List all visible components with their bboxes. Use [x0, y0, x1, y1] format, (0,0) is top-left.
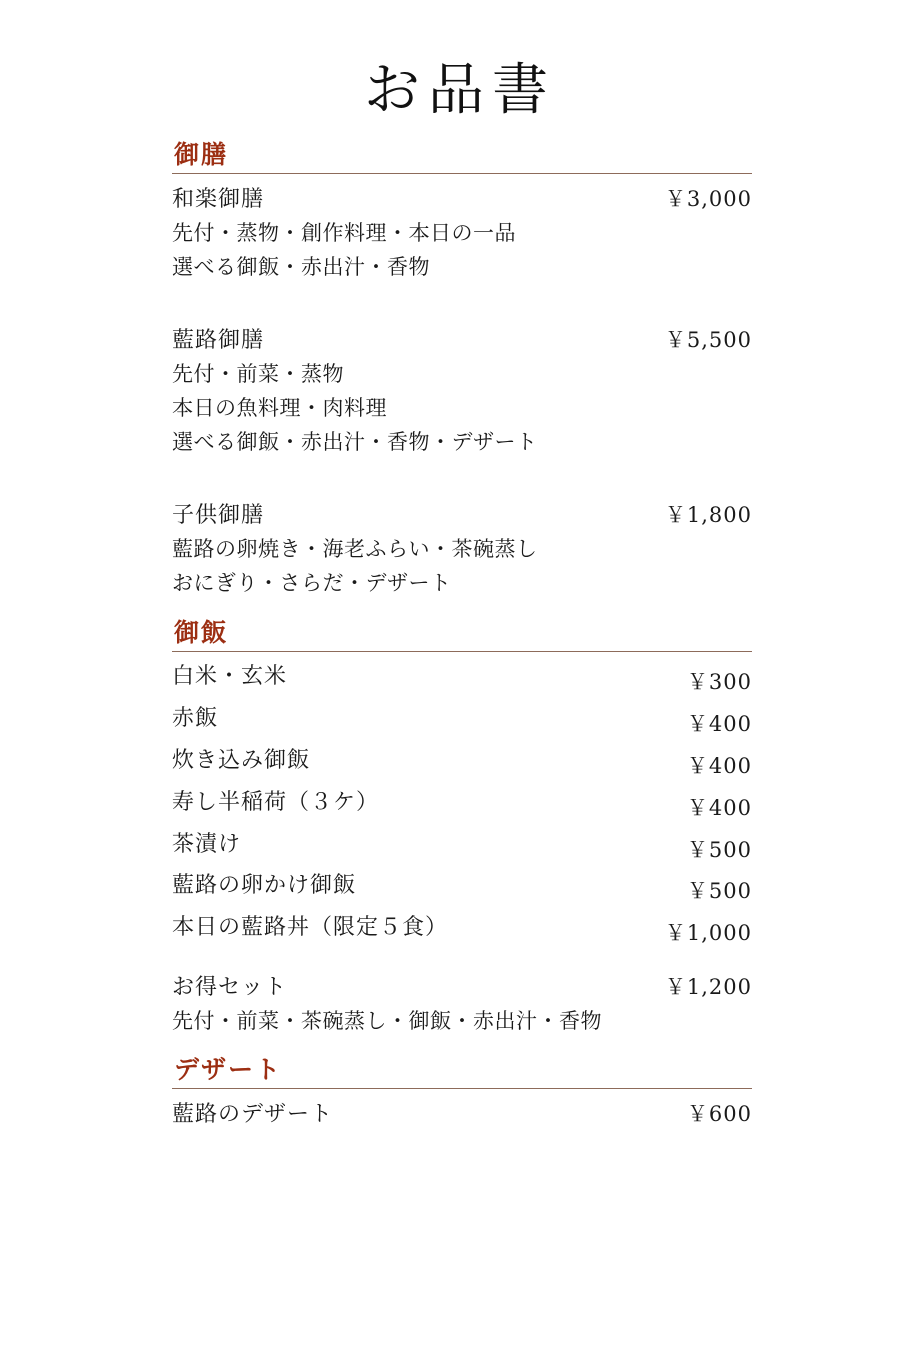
item-name: 寿し半稲荷（３ケ）	[172, 789, 380, 815]
item-price: ￥500	[686, 837, 752, 862]
spacer	[172, 461, 752, 499]
item-price: ￥400	[686, 712, 752, 737]
item-price: ￥1,200	[664, 975, 752, 1000]
section-gozen	[172, 140, 752, 600]
item-description: 選べる御飯・赤出汁・香物	[172, 254, 430, 279]
page-title: お品書	[364, 58, 556, 123]
item-description: 先付・前菜・蒸物	[172, 362, 344, 387]
item-description: 藍路の卵焼き・海老ふらい・茶碗蒸し	[172, 537, 538, 562]
spacer	[172, 286, 752, 324]
item-description: 先付・前菜・茶碗蒸し・御飯・赤出汁・香物	[172, 1009, 602, 1034]
item-price: ￥1,800	[664, 503, 752, 528]
item-price: ￥400	[686, 754, 752, 779]
item-name: 本日の藍路丼（限定５食）	[172, 915, 449, 941]
section-heading-gohan: 御飯	[174, 618, 229, 648]
menu-item	[172, 1098, 752, 1132]
item-description: 先付・蒸物・創作料理・本日の一品	[172, 221, 516, 246]
menu-item	[172, 865, 752, 907]
section-divider	[172, 173, 752, 174]
item-price: ￥300	[686, 670, 752, 695]
section-divider	[172, 651, 752, 652]
menu-item	[172, 907, 752, 949]
menu-item	[172, 324, 752, 459]
section-heading-dessert: デザート	[174, 1054, 283, 1084]
item-price: ￥1,000	[664, 921, 752, 946]
item-name: 茶漬け	[172, 831, 242, 857]
item-name: 藍路御膳	[172, 328, 265, 354]
menu-item	[172, 824, 752, 866]
menu-item	[172, 698, 752, 740]
section-gohan	[172, 618, 752, 1038]
item-name: お得セット	[172, 975, 288, 1001]
section-dessert	[172, 1055, 752, 1132]
item-price: ￥500	[686, 879, 752, 904]
item-name: 藍路の卵かけ御飯	[172, 873, 357, 899]
menu-item	[172, 183, 752, 284]
item-price: ￥5,500	[664, 328, 752, 353]
menu-page	[0, 46, 920, 1347]
section-heading-gozen: 御膳	[174, 140, 229, 169]
menu-item	[172, 656, 752, 698]
item-price: ￥400	[686, 795, 752, 820]
item-description: 本日の魚料理・肉料理	[172, 395, 387, 420]
menu-item-set	[172, 971, 752, 1039]
item-name: 炊き込み御飯	[172, 748, 311, 774]
item-name: 子供御膳	[172, 503, 265, 529]
section-divider	[172, 1088, 752, 1089]
menu-item	[172, 499, 752, 600]
item-description: おにぎり・さらだ・デザート	[172, 570, 452, 595]
menu-item	[172, 740, 752, 782]
item-name: 赤飯	[172, 706, 219, 732]
item-price: ￥3,000	[664, 187, 752, 211]
menu-item	[172, 782, 752, 824]
item-description: 選べる御飯・赤出汁・香物・デザート	[172, 429, 538, 454]
menu-content	[172, 140, 752, 1132]
item-name: 藍路のデザート	[172, 1101, 334, 1127]
item-name: 白米・玄米	[172, 664, 288, 690]
item-name: 和楽御膳	[172, 187, 265, 212]
item-price: ￥600	[686, 1101, 752, 1126]
